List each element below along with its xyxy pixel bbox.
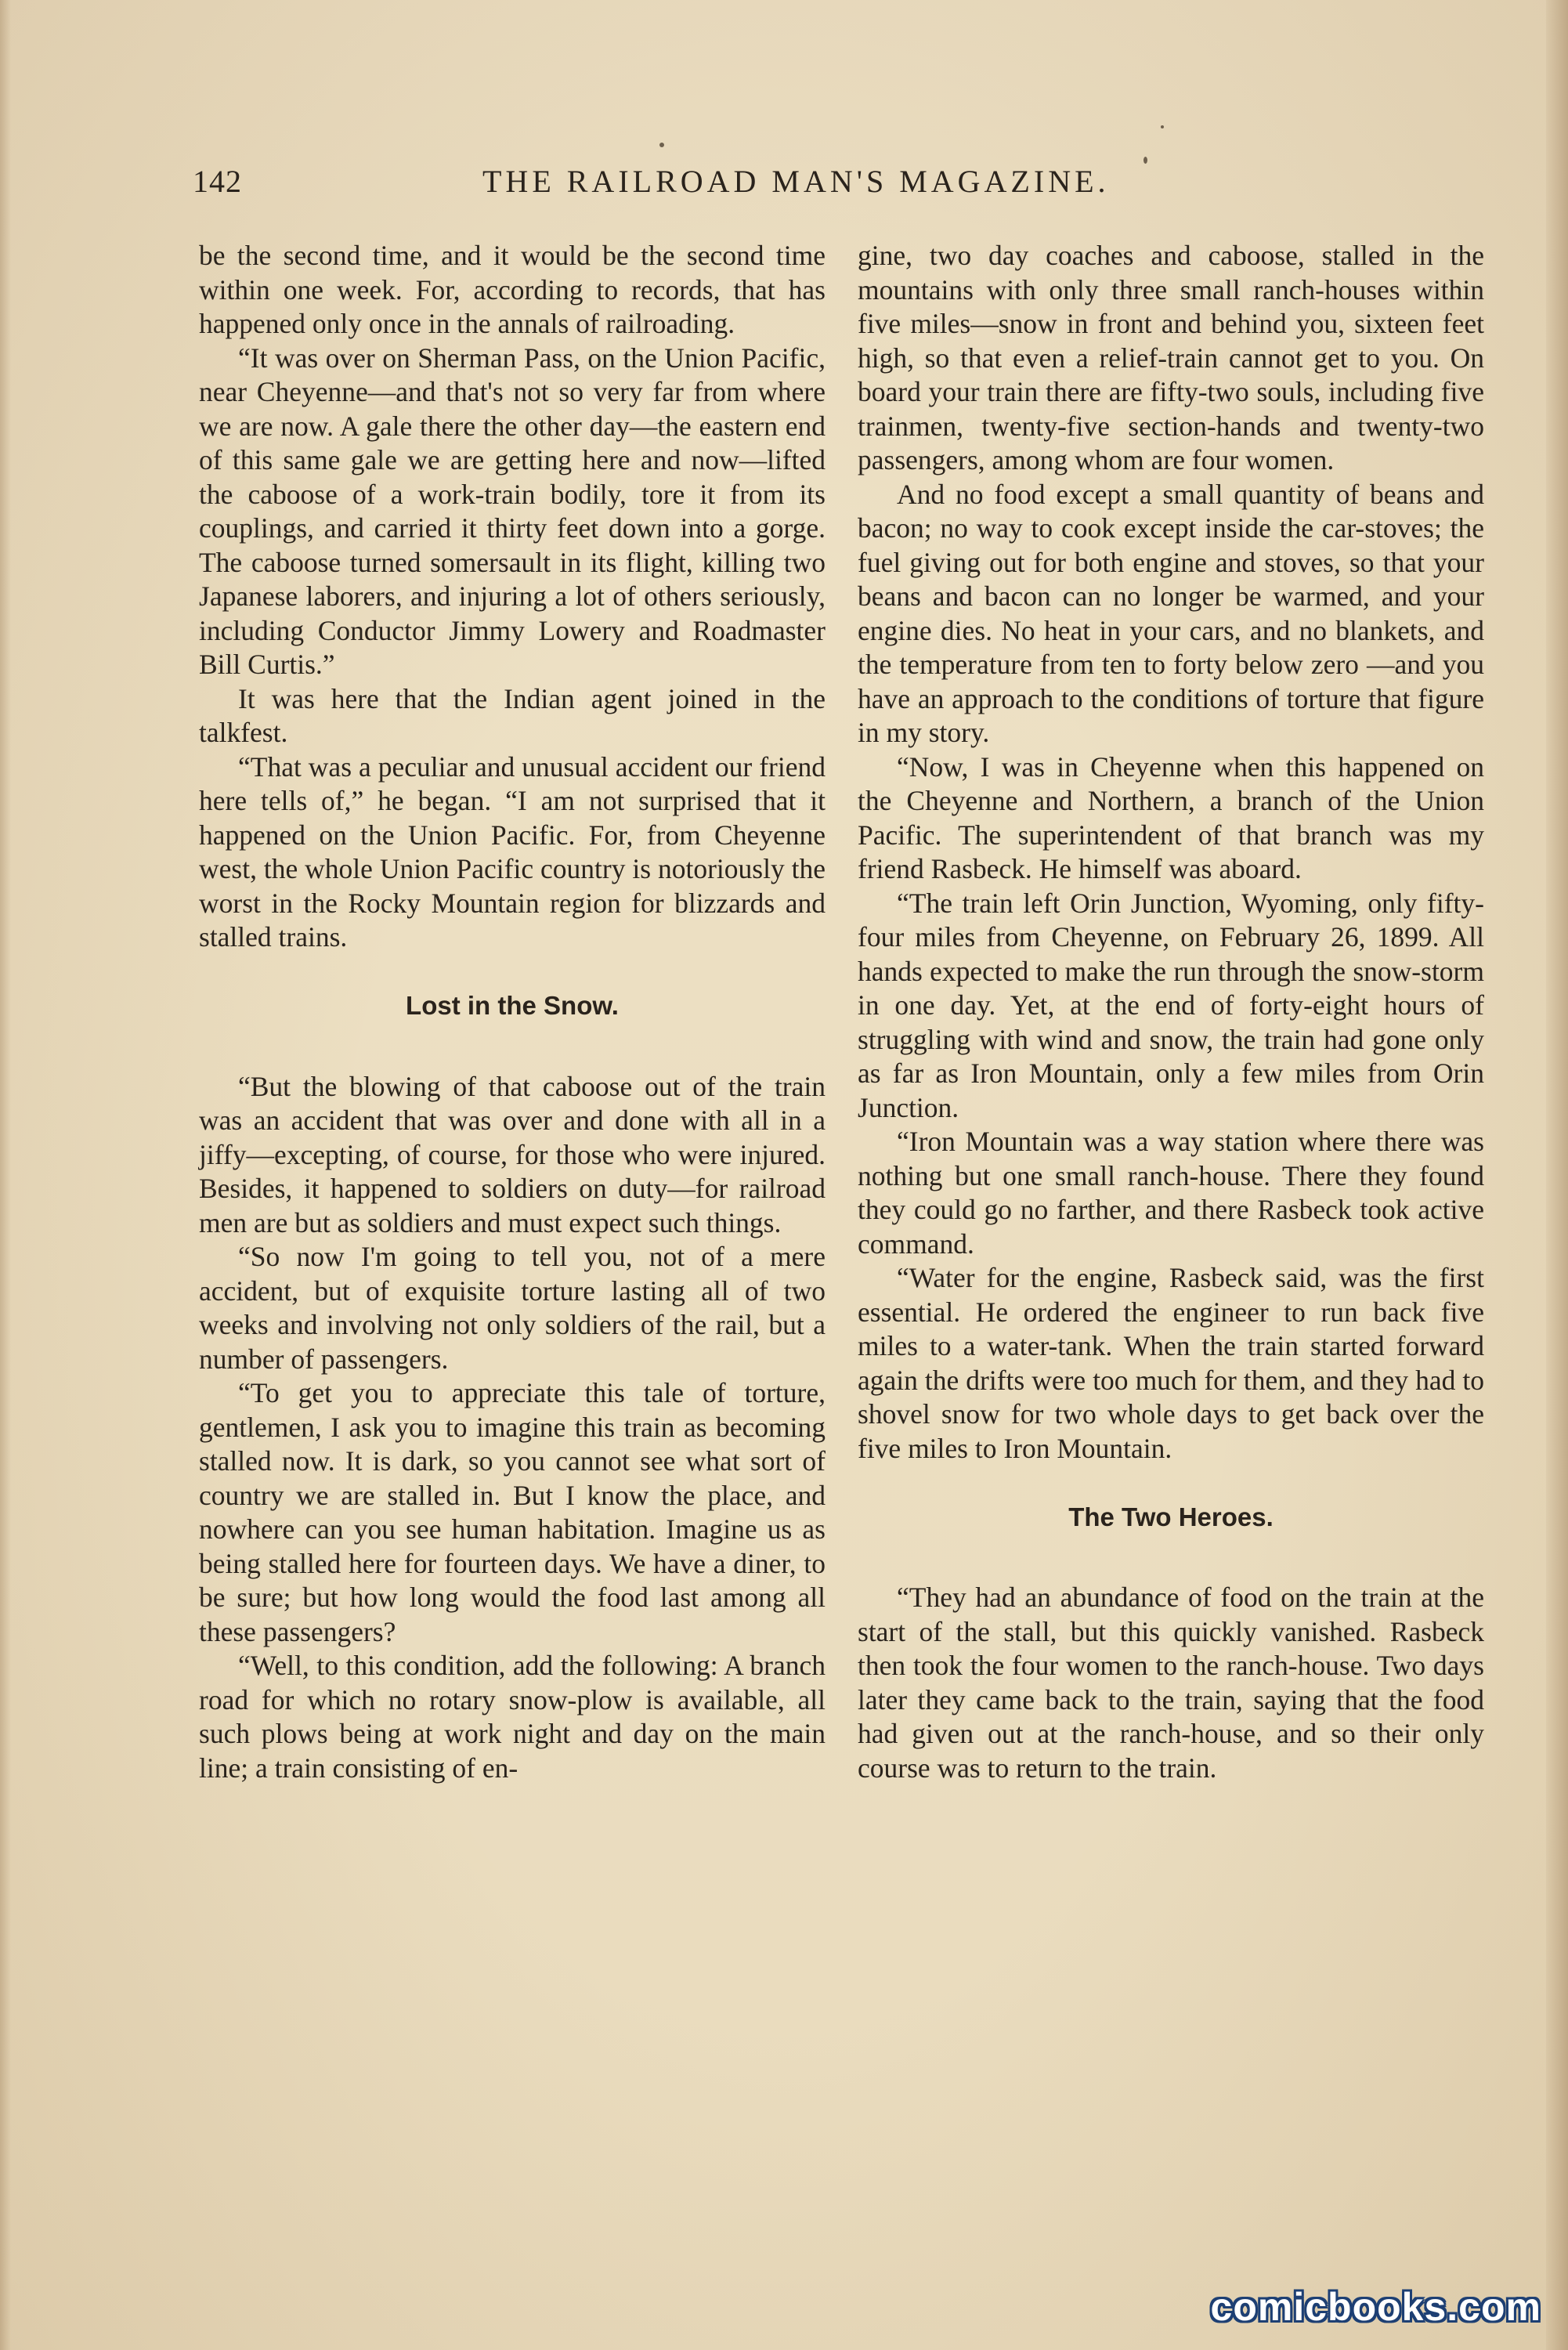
magazine-title: THE RAILROAD MAN'S MAGAZINE. bbox=[482, 164, 1110, 199]
section-heading: Lost in the Snow. bbox=[406, 991, 619, 1020]
section-heading: The Two Heroes. bbox=[1068, 1502, 1274, 1531]
paragraph: “That was a peculiar and unusual accident our friend here tells of,” he began. “I am not surprised that it happened on the Union Pacific. For, from Cheyenne west, the whole Union Pacific country is notoriously the worst in the Rocky Mountain region for blizzards and stalled trains. bbox=[199, 750, 826, 953]
page-edge-shadow-left bbox=[0, 0, 11, 2350]
paragraph: “Iron Mountain was a way station where there was nothing but one small ranch-house. There they found they could go no farther, and there Rasbeck took active command. bbox=[858, 1126, 1484, 1260]
spacer bbox=[858, 1466, 1484, 1500]
watermark-logo: comicbooks.com bbox=[1210, 2285, 1541, 2329]
spacer bbox=[858, 1534, 1484, 1581]
paragraph: “Water for the engine, Rasbeck said, was the first essential. He ordered the engineer to run back five miles to a water-tank. When the train started forward again the drifts were too much for them, and they had to shovel snow for two whole days to get back over the five miles to Iron Mountain. bbox=[858, 1262, 1484, 1464]
paragraph: “Now, I was in Cheyenne when this happened on the Cheyenne and Northern, a branch of the Union Pacific. The superintendent of that branch was my friend Rasbeck. He himself was aboard. bbox=[858, 750, 1484, 884]
paragraph: be the second time, and it would be the second time within one week. For, according to records, that has happened only once in the annals of railroading. bbox=[199, 240, 826, 339]
paragraph: “It was over on Sherman Pass, on the Union Pacific, near Cheyenne—and that's not so very far from where we are now. A gale there the other day—the eastern end of this same gale we are getting here and now—lifted the caboose of a work-train bodily, tore it from its couplings, and carried it thirty feet down into a gorge. The caboose turned somersault in its flight, killing two Japanese laborers, and injuring a lot of others seriously, including Conductor Jimmy Lowery and Roadmaster Bill Curtis.” bbox=[199, 342, 826, 680]
paragraph: It was here that the Indian agent joined in the talkfest. bbox=[199, 682, 826, 748]
right-column bbox=[858, 239, 1484, 1785]
paragraph: “To get you to appreciate this tale of torture, gentlemen, I ask you to imagine this train as becoming stalled now. It is dark, so you cannot see what sort of country we are stalled in. But I know the place, and nowhere can you see human habitation. Imagine us as being stalled here for fourteen days. We have a diner, to be sure; but how long would the food last among all these passengers? bbox=[199, 1377, 826, 1647]
paper-speck bbox=[659, 143, 664, 147]
paragraph: And no food except a small quantity of beans and bacon; no way to cook except inside the car-stoves; the fuel giving out for both engine and stoves, so that your beans and bacon can no longer be warmed, and your engine dies. No heat in your cars, and no blankets, and the temperature from ten to forty below zero —and you have an approach to the conditions of torture that figure in my story. bbox=[858, 478, 1484, 748]
paragraph: “They had an abundance of food on the train at the start of the stall, but this quickly vanished. Rasbeck then took the four women to the ranch-house. Two days later they came back to the train, saying that the food had given out at the ranch-house, and so their only course was to return to the train. bbox=[858, 1582, 1484, 1784]
running-head bbox=[193, 163, 1477, 210]
paragraph: “But the blowing of that caboose out of the train was an accident that was over and done with all in a jiffy—excepting, of course, for those who were injured. Besides, it happened to soldiers on duty—for railroad men are but as soldiers and must expect such things. bbox=[199, 1070, 826, 1238]
spacer bbox=[199, 1023, 826, 1070]
paragraph: “Well, to this condition, add the following: A branch road for which no rotary snow-plow is available, all such plows being at work night and day on the main line; a train consisting of en- bbox=[199, 1650, 826, 1784]
paragraph: “So now I'm going to tell you, not of a mere accident, but of exquisite torture lasting all of two weeks and involving not only soldiers of the rail, but a number of passengers. bbox=[199, 1241, 826, 1375]
paper-speck bbox=[1161, 125, 1164, 128]
paragraph: gine, two day coaches and caboose, stalled in the mountains with only three small ranch-houses within five miles—snow in front and behind you, sixteen feet high, so that even a relief-train cannot get to you. On board your train there are fifty-two souls, including five trainmen, twenty-five section-hands and twenty-two passengers, among whom are four women. bbox=[858, 240, 1484, 475]
left-column bbox=[199, 239, 826, 1785]
page-edge-shadow-right bbox=[1546, 0, 1568, 2350]
page-number: 142 bbox=[193, 164, 242, 199]
paragraph: “The train left Orin Junction, Wyoming, only fifty-four miles from Cheyenne, on February 26, 1899. All hands expected to make the run through the snow-storm in one day. Yet, at the end of forty-eight hours of struggling with wind and snow, the train had gone only as far as Iron Mountain, only a few miles from Orin Junction. bbox=[858, 887, 1484, 1123]
spacer bbox=[199, 955, 826, 989]
